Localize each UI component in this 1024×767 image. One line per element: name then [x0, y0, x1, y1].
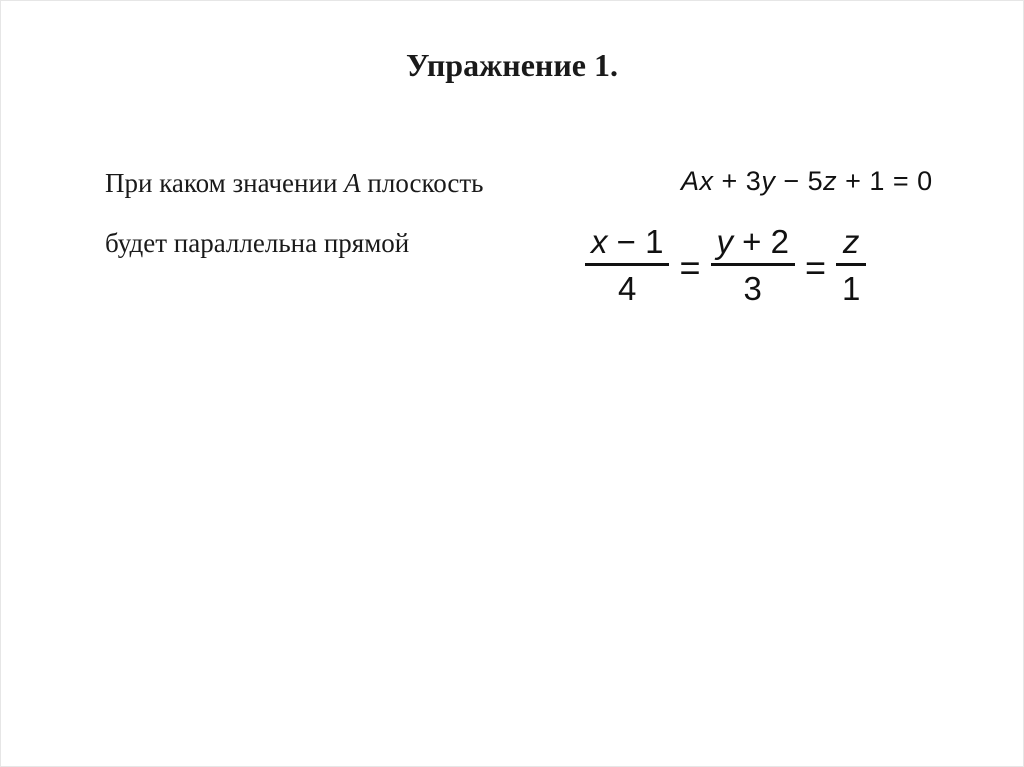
plane-equation — [681, 166, 933, 197]
page-title: Упражнение 1. — [405, 47, 618, 83]
numerator-var-x: x — [591, 223, 608, 260]
plane-var-x: x — [699, 166, 714, 196]
equals-sign: = — [804, 246, 826, 288]
fraction-y-denominator: 3 — [743, 270, 762, 307]
fraction-bar — [585, 263, 669, 266]
fraction-bar — [836, 263, 866, 266]
question-text-end: плоскость — [360, 168, 484, 198]
plane-var-z: z — [823, 166, 838, 196]
fraction-x-numerator — [585, 223, 669, 261]
fraction-bar — [711, 263, 795, 266]
fraction-z-numerator — [837, 223, 866, 261]
numerator-var-z: z — [842, 223, 860, 260]
fraction-z-denominator: 1 — [842, 270, 861, 307]
line-equation — [585, 223, 866, 308]
plane-var-y: y — [761, 166, 776, 196]
fraction-y-numerator — [711, 223, 795, 261]
equals-sign: = — [679, 246, 701, 288]
fraction-x — [585, 223, 669, 308]
plane-part-1: + 3 — [713, 166, 762, 196]
numerator-rest-y: + 2 — [733, 223, 789, 260]
fraction-x-denominator: 4 — [618, 270, 637, 307]
plane-part-2: − 5 — [775, 166, 824, 196]
plane-coef-a: A — [681, 166, 700, 196]
fraction-z — [836, 223, 866, 308]
plane-part-3: + 1 = 0 — [837, 166, 933, 196]
variable-a: A — [344, 168, 361, 198]
question-line-2: будет параллельна прямой — [105, 228, 410, 258]
numerator-rest-x: − 1 — [607, 223, 664, 260]
fraction-y — [711, 223, 795, 308]
numerator-var-y: y — [716, 223, 733, 260]
question-line-1 — [105, 168, 484, 199]
question-text-start: При каком значении — [105, 168, 345, 198]
